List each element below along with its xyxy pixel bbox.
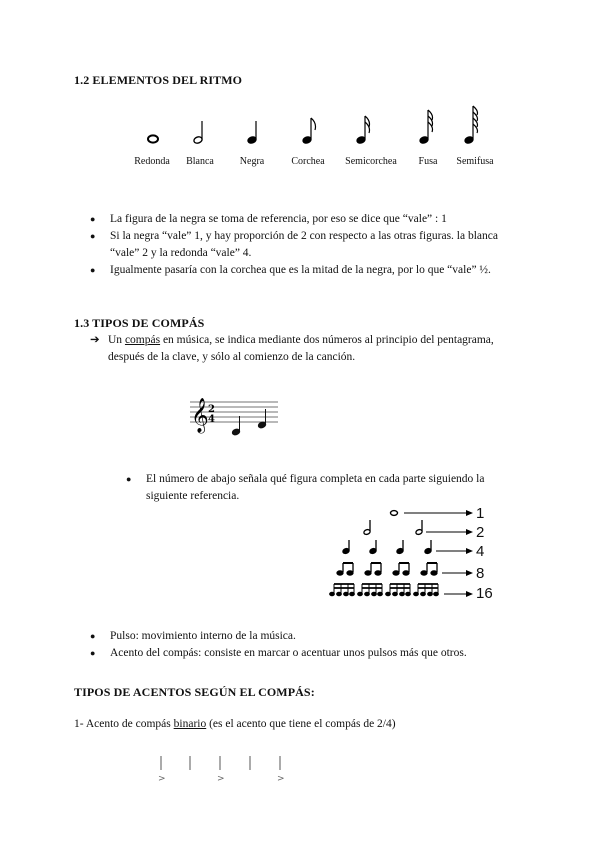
arrow-icon	[466, 591, 473, 597]
arrow-right-icon: ➔	[90, 334, 100, 346]
section-heading-ritmo: 1.2 ELEMENTOS DEL RITMO	[74, 73, 243, 87]
figure-label-fusa: Fusa	[418, 156, 438, 167]
arrow-icon	[466, 570, 473, 576]
binary-accent-line	[74, 716, 534, 733]
reference-number-1: 1	[476, 505, 485, 522]
time-signature-top: 2	[208, 404, 215, 415]
figure-label-redonda: Redonda	[134, 156, 170, 167]
section-heading-acentos: TIPOS DE ACENTOS SEGÚN EL COMPÁS:	[74, 685, 315, 699]
arrow-icon	[466, 510, 473, 516]
paragraph-text: en música, se indica mediante dos números al principio del pentagrama, después de la clave, y sólo al comienzo de la canción.	[108, 334, 494, 363]
redonda-note-icon	[391, 511, 398, 516]
reference-number-8: 8	[476, 565, 485, 582]
accent-mark-icon: >	[158, 774, 166, 784]
arrow-icon	[466, 548, 473, 554]
pulso-bullet-list	[90, 628, 530, 662]
binario-term: binario	[173, 718, 207, 730]
pulse-accent-illustration	[150, 752, 300, 784]
paragraph-text: Un	[108, 334, 125, 346]
corchea-pair-icon	[365, 563, 381, 575]
figure-label-negra: Negra	[239, 156, 265, 167]
arrow-icon	[466, 529, 473, 535]
list-item: ● Acento del compás: consiste en marcar o acentuar unos pulsos más que otros.	[90, 645, 530, 662]
list-item: ● La figura de la negra se toma de referencia, por eso se dice que “vale” : 1	[90, 211, 522, 228]
list-item: ● Si la negra “vale” 1, y hay proporción de 2 con respecto a las otras figuras. la blanca “vale” 2 y la redonda “vale” 4.	[90, 228, 522, 262]
note-figures-illustration	[120, 100, 520, 156]
list-item: ● Pulso: movimiento interno de la música.	[90, 628, 530, 645]
semicorchea-group-icon	[414, 584, 439, 596]
figure-label-semicorchea: Semicorchea	[345, 156, 397, 167]
paragraph-text: (es el acento que tiene el compás de 2/4)	[206, 718, 396, 730]
list-item: ● El número de abajo señala qué figura completa en cada parte siguiendo la siguiente referencia.	[126, 471, 526, 505]
figure-label-corchea: Corchea	[291, 156, 325, 167]
compas-paragraph	[90, 332, 510, 366]
accent-mark-icon: >	[277, 774, 285, 784]
reference-number-2: 2	[476, 524, 485, 541]
accent-mark-icon: >	[217, 774, 225, 784]
time-signature-bottom: 4	[208, 414, 215, 425]
reference-number-4: 4	[476, 543, 485, 560]
semicorchea-group-icon	[358, 584, 383, 596]
ritmo-bullet-list	[90, 211, 522, 279]
corchea-pair-icon	[337, 563, 353, 575]
corchea-pair-icon	[393, 563, 409, 575]
list-item: ● Igualmente pasaría con la corchea que es la mitad de la negra, por lo que “vale” ½.	[90, 262, 522, 279]
paragraph-text: 1- Acento de compás	[74, 718, 174, 730]
figure-label-semifusa: Semifusa	[456, 156, 494, 167]
figure-label-blanca: Blanca	[186, 156, 214, 167]
redonda-note-icon	[148, 135, 158, 142]
corchea-pair-icon	[421, 563, 437, 575]
reference-number-16: 16	[476, 585, 493, 602]
section-heading-compas: 1.3 TIPOS DE COMPÁS	[74, 316, 205, 330]
treble-clef-icon: 𝄞	[191, 398, 209, 433]
staff-illustration	[186, 392, 282, 438]
compas-term: compás	[124, 334, 161, 346]
reference-bullet-list	[126, 471, 526, 505]
semicorchea-group-icon	[386, 584, 411, 596]
semicorchea-group-icon	[330, 584, 355, 596]
